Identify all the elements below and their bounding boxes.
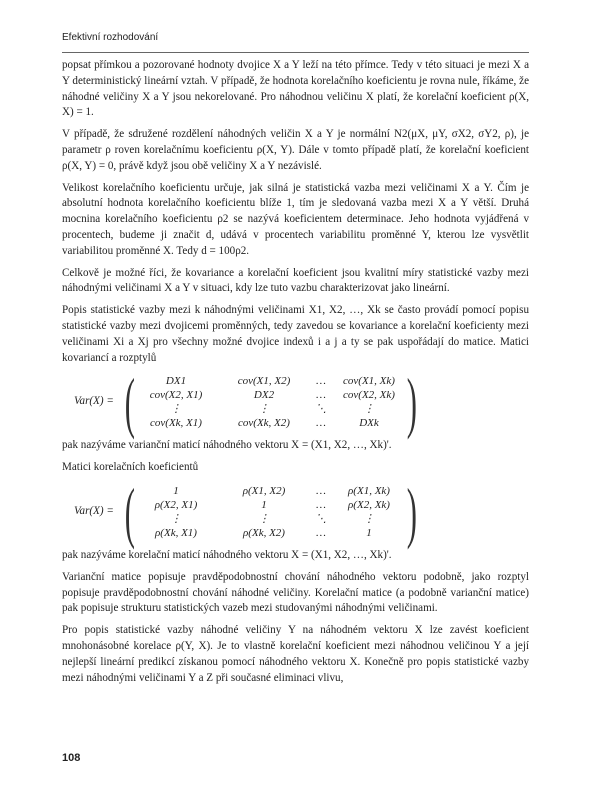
matrix-cell: ⋮ bbox=[258, 403, 270, 416]
matrix-cell: ⋮ bbox=[363, 403, 375, 416]
matrix-cell: ρ(X2, X1) bbox=[154, 498, 198, 511]
paragraph-8: pak nazýváme korelační maticí náhodného vektoru X = (X1, X2, …, Xk)'. bbox=[62, 548, 392, 561]
matrix-cell: cov(X2, X1) bbox=[149, 389, 203, 402]
matrix-cell: ρ(Xk, X2) bbox=[243, 526, 285, 539]
matrix-cell: … bbox=[316, 389, 326, 402]
matrix-cell: DX1 bbox=[165, 375, 187, 388]
paragraph-9: Varianční matice popisuje pravděpodobnostní chování náhodného vektoru podobně, jako rozptyl popisuje pravděpodobnostní chování náhodné veličiny. Korelační matice (a podobně varianční matice) pak popisuje strukturu statistických vazeb mezi studovanými náhodnými veličinami. bbox=[62, 570, 529, 615]
paragraph-7: Matici korelačních koeficientů bbox=[62, 461, 199, 474]
matrix-cell: ⋱ bbox=[315, 512, 327, 525]
paragraph-10: Pro popis statistické vazby náhodné veličiny Y na náhodném vektoru X lze zavést koeficient mnohonásobné korelace ρ(Y, X). Je to vlastně korelační koeficient mezi náhodnou veličinou Y a její nejlepší lineární predikcí získanou pomocí náhodného vektoru X. Konečně pro popis statistické vazby mezi náhodnými veličinami Y a Z při současné eliminaci vlivu, bbox=[62, 624, 529, 684]
paragraph-4: Celkově je možné říci, že kovariance a korelační koeficient jsou kvalitní míry statistické vazby mezi náhodnými veličinami X a Y v situaci, kdy lze tuto vazbu charakterizovat jako lineární. bbox=[62, 266, 529, 295]
matrix-cell: … bbox=[316, 498, 326, 511]
matrix-cell: ρ(Xk, X1) bbox=[155, 526, 197, 539]
paragraph-1: popsat přímkou a pozorované hodnoty dvojice X a Y leží na této přímce. Tedy v této situaci je mezi X a Y deterministický lineární vztah. V případě, že hodnota korelačního koeficientu je rovna nule, říkáme, že náhodné veličiny X a Y jsou nekorelované. Pro náhodnou veličinu X platí, že korelační koeficient ρ(X, X) = 1. bbox=[62, 59, 529, 119]
covariance-matrix bbox=[74, 364, 529, 441]
matrix-cell: cov(X2, Xk) bbox=[343, 389, 395, 402]
paragraph-3: Velikost korelačního koeficientu určuje, jak silná je statistická vazba mezi veličinami X a Y. Čím je absolutní hodnota korelačního koeficientu blíže 1, tím je sledovaná vazba mezi X a Y větší. Druhá mocnina korelačního koeficientu ρ2 se nazývá koeficientem determinace. Jeho hodnota vyjádřená v procentech, budeme ji značit d, udává v procentech variabilitu proměnné Y, kterou lze vysvětlit variabilitou proměnné X. Tedy d = 100ρ2. bbox=[62, 181, 529, 257]
paragraph-6: pak nazýváme varianční maticí náhodného vektoru X = (X1, X2, …, Xk)'. bbox=[62, 439, 392, 452]
matrix-cell: 1 bbox=[261, 498, 267, 511]
matrix-cell: ρ(X1, X2) bbox=[242, 484, 286, 497]
right-paren: ) bbox=[406, 473, 417, 550]
matrix-cell: DXk bbox=[359, 417, 379, 430]
left-paren: ( bbox=[124, 473, 135, 550]
paragraph-2: V případě, že sdružené rozdělení náhodných veličin X a Y je normální N2(μX, μY, σX2, σY2, ρ), je parametr ρ roven korelačnímu koeficientu ρ(X, Y). Dále v tomto případě platí, že korelační koeficient ρ(X, Y) = 0, právě když jsou obě veličiny X a Y nezávislé. bbox=[62, 128, 529, 172]
header-rule bbox=[62, 52, 529, 53]
covariance-matrix-grid bbox=[132, 374, 404, 430]
running-header: Efektivní rozhodování bbox=[62, 32, 159, 43]
matrix-cell: … bbox=[316, 417, 326, 430]
matrix-cell: ρ(X1, Xk) bbox=[348, 484, 390, 497]
right-paren: ) bbox=[406, 364, 417, 441]
page-number: 108 bbox=[62, 752, 81, 764]
matrix-cell: … bbox=[316, 375, 326, 388]
matrix-cell: ⋮ bbox=[170, 403, 182, 416]
matrix-cell: … bbox=[316, 526, 326, 539]
paragraph-5: Popis statistické vazby mezi k náhodnými veličinami X1, X2, …, Xk se často provádí pomocí popisu statistické vazby mezi dvojicemi proměnných, tedy zavedou se kovariance a korelační koeficienty mezi veličinami Xi a Xj pro všechny možné dvojice indexů i a j a ty se pak uspořádají do matice. Matici kovariancí a rozptylů bbox=[62, 304, 529, 364]
matrix-cell: ⋮ bbox=[258, 512, 270, 525]
correlation-matrix bbox=[74, 473, 529, 550]
matrix-cell: cov(X1, Xk) bbox=[343, 375, 395, 388]
matrix-cell: DX2 bbox=[253, 389, 275, 402]
matrix-cell: cov(X1, X2) bbox=[237, 375, 291, 388]
matrix-cell: ⋮ bbox=[170, 512, 182, 525]
page-body bbox=[62, 58, 529, 692]
matrix-cell: ρ(X2, Xk) bbox=[348, 498, 390, 511]
matrix-cell: 1 bbox=[366, 526, 372, 539]
matrix-cell: cov(Xk, X2) bbox=[238, 417, 290, 430]
correlation-matrix-grid bbox=[132, 484, 404, 540]
matrix-cell: ⋮ bbox=[363, 512, 375, 525]
covariance-matrix-label: Var(X) = bbox=[74, 395, 114, 408]
matrix-cell: … bbox=[316, 484, 326, 497]
left-paren: ( bbox=[124, 364, 135, 441]
matrix-cell: cov(Xk, X1) bbox=[150, 417, 202, 430]
matrix-cell: ⋱ bbox=[315, 403, 327, 416]
correlation-matrix-label: Var(X) = bbox=[74, 505, 114, 518]
matrix-cell: 1 bbox=[173, 484, 179, 497]
